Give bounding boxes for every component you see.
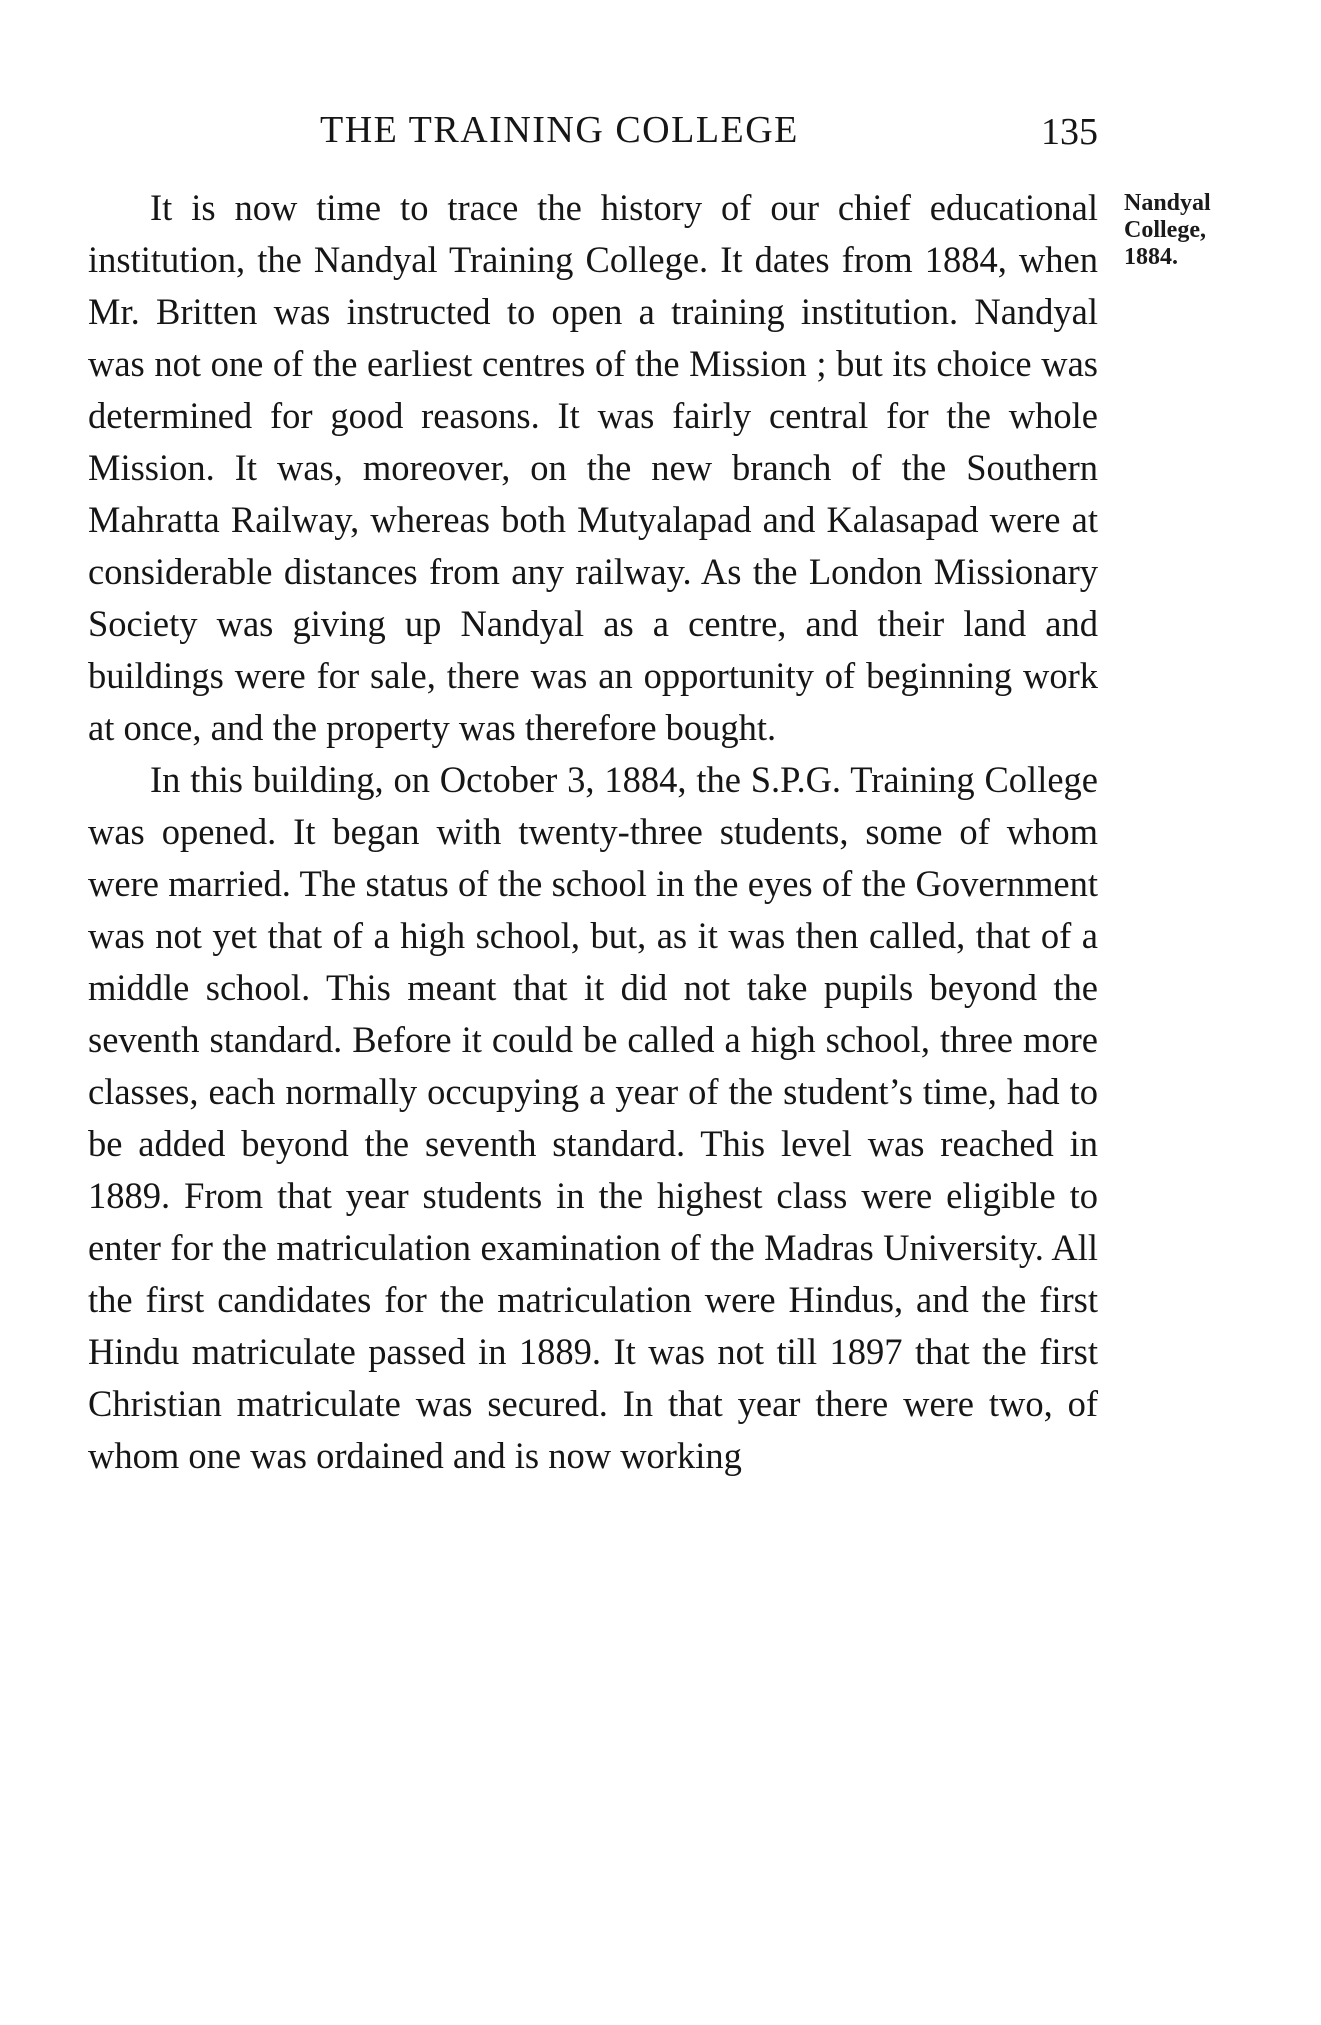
- running-head: [88, 100, 1098, 160]
- margin-note: [1124, 190, 1259, 271]
- body-text: [88, 182, 1098, 1482]
- running-title: THE TRAINING COLLEGE: [320, 109, 799, 151]
- paragraph-nandyal-history: It is now time to trace the history of our chief educational institution, the Nandyal Training College. It dates from 1884, when Mr. Britten was instructed to open a training institution. Nandyal was not one of the earliest centres of the Mission ; but its choice was determined for good reasons. It was fairly central for the whole Mission. It was, moreover, on the new branch of the Southern Mahratta Railway, whereas both Mutyalapad and Kalasapad were at considerable distances from any railway. As the London Missionary Society was giving up Nandyal as a centre, and their land and buildings were for sale, there was an opportunity of beginning work at once, and the property was therefore bought.: [88, 187, 1098, 748]
- margin-note-line: Nandyal: [1124, 190, 1211, 216]
- margin-note-line: 1884.: [1124, 244, 1178, 270]
- margin-note-line: College,: [1124, 217, 1206, 243]
- paragraph-college-opening: In this building, on October 3, 1884, the S.P.G. Training College was opened. It began with twenty-three students, some of whom were married. The status of the school in the eyes of the Government was not yet that of a high school, but, as it was then called, that of a middle school. This meant that it did not take pupils beyond the seventh standard. Before it could be called a high school, three more classes, each normally occupying a year of the student’s time, had to be added beyond the seventh standard. This level was reached in 1889. From that year students in the highest class were eligible to enter for the matriculation examination of the Madras University. All the first candidates for the matriculation were Hindus, and the first Hindu matriculate passed in 1889. It was not till 1897 that the first Christian matriculate was secured. In that year there were two, of whom one was ordained and is now working: [88, 759, 1098, 1476]
- page-number: 135: [1041, 111, 1098, 153]
